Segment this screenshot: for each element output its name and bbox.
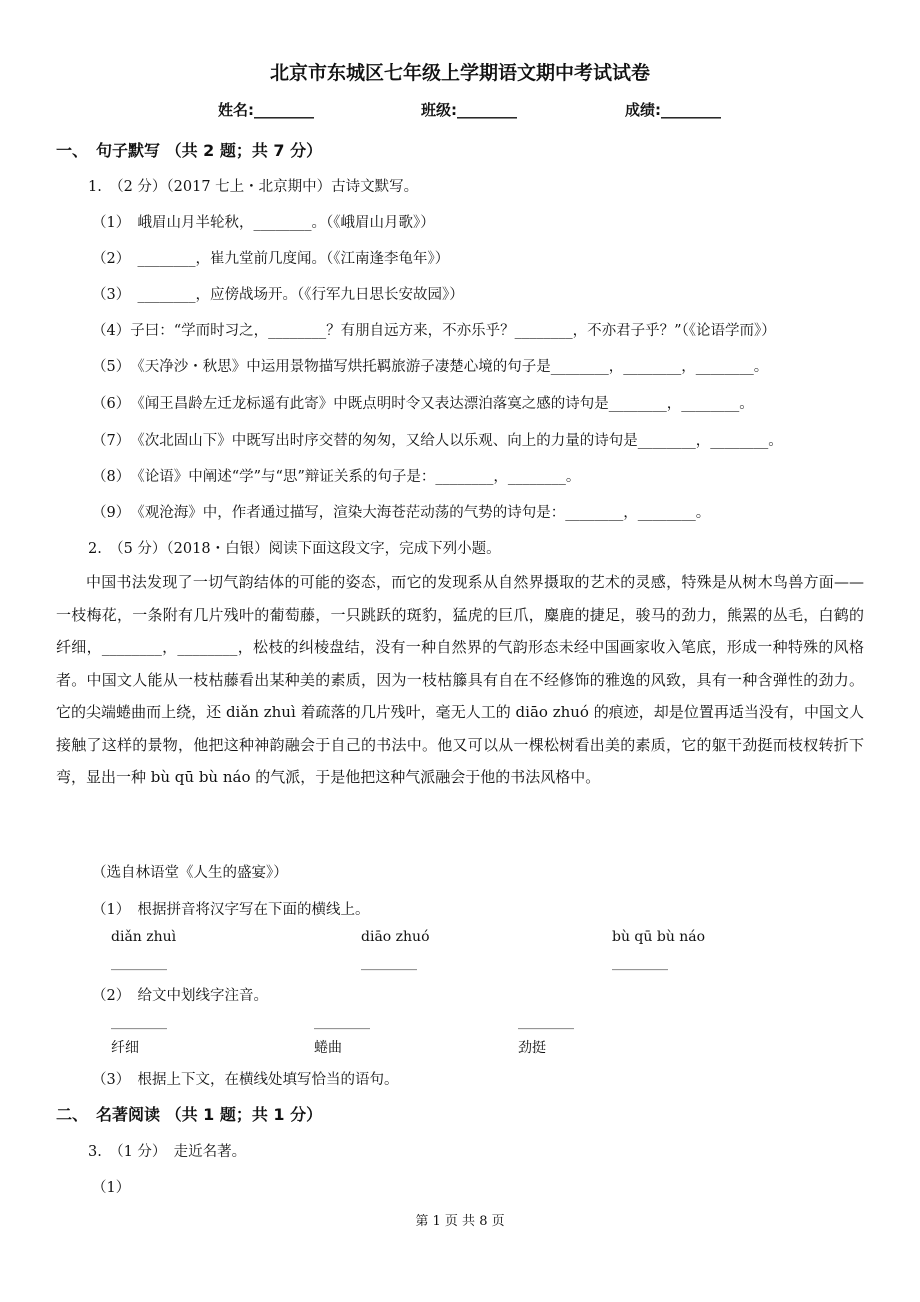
char-1: 纤细 — [111, 1040, 139, 1056]
pinyin-2: diāo zhuó — [361, 929, 430, 945]
q1-item-8: （8） 《论语》中阐述“学”与“思”辩证关系的句子是：________，________。 — [92, 469, 581, 485]
q3-sub-1: （1） — [92, 1180, 131, 1196]
name-field: 姓名:________ — [218, 101, 314, 119]
answer-line-3: ________ — [612, 955, 668, 971]
char-3: 劲挺 — [518, 1040, 546, 1056]
q1-item-7: （7） 《次北固山下》中既写出时序交替的匆匆，又给人以乐观、向上的力量的诗句是________，________。 — [92, 433, 783, 449]
q2-header: 2. （5 分）（2018・白银）阅读下面这段文字，完成下列小题。 — [88, 541, 501, 557]
answer-line-1: ________ — [111, 955, 167, 971]
sub-question-2: （2） 给文中划线字注音。 — [92, 988, 268, 1004]
page-title: 北京市东城区七年级上学期语文期中考试试卷 — [269, 62, 650, 84]
section1-heading: 一、 句子默写 （共 2 题；共 7 分） — [56, 141, 323, 160]
q1-item-1: （1） 峨眉山月半轮秋，________。（《峨眉山月歌》） — [92, 215, 435, 231]
answer-line-6: ________ — [518, 1014, 574, 1030]
pinyin-3: bù qū bù náo — [612, 929, 706, 945]
sub-question-1: （1） 根据拼音将汉字写在下面的横线上。 — [92, 902, 370, 918]
pinyin-1: diǎn zhuì — [111, 929, 177, 945]
q3-header: 3. （1 分） 走近名著。 — [88, 1144, 247, 1160]
reading-passage: 中国书法发现了一切气韵结体的可能的姿态，而它的发现系从自然界摄取的艺术的灵感，特殊是从树木鸟兽方面——一枝梅花，一条附有几片残叶的葡萄藤，一只跳跃的斑豹，猛虎的巨爪，麋鹿的捷足，骏马的劲力，熊罴的丛毛，白鹤的纤细，________，________，松枝的纠棱盘结，没有一种自然界的气韵形态未经中国画家收入笔底，形成一种特殊的风格者。中国文人能从一枝枯藤看出某种美的素质，因为一枝枯籐具有自在不经修饰的雅逸的风致，具有一种含弹性的劲力。它的尖端蜷曲而上绕，还 diǎn zhuì 着疏落的几片残叶，毫无人工的 diāo zhuó 的痕迹，却是位置再适当没有，中国文人接触了这样的景物，他把这种神韵融会于自己的书法中。他又可以从一棵松树看出美的素质，它的躯干劲挺而枝杈转折下弯，显出一种 bù qū bù náo 的气派，于是他把这种气派融会于他的书法风格中。 — [56, 573, 864, 786]
sub-question-3: （3） 根据上下文，在横线处填写恰当的语句。 — [92, 1072, 399, 1088]
q1-item-6: （6） 《闻王昌龄左迁龙标遥有此寄》中既点明时令又表达漂泊落寞之感的诗句是________，________。 — [92, 396, 754, 412]
q1-item-4: （4）子曰：“学而时习之，________？有朋自远方来，不亦乐乎？________，不亦君子乎？”（《论语学而》） — [92, 323, 776, 339]
section2-heading: 二、 名著阅读 （共 1 题；共 1 分） — [56, 1105, 323, 1124]
answer-line-4: ________ — [111, 1014, 167, 1030]
answer-line-5: ________ — [314, 1014, 370, 1030]
page-footer: 第 1 页 共 8 页 — [415, 1214, 505, 1229]
q1-item-9: （9） 《观沧海》中，作者通过描写，渲染大海苍茫动荡的气势的诗句是：________，________。 — [92, 505, 711, 521]
passage-source: （选自林语堂《人生的盛宴》） — [92, 865, 288, 881]
class-field: 班级:________ — [421, 101, 517, 119]
q1-item-3: （3） ________，应傍战场开。（《行军九日思长安故园》） — [92, 287, 464, 303]
q1-header: 1. （2 分）（2017 七上・北京期中）古诗文默写。 — [88, 179, 419, 195]
answer-line-2: ________ — [361, 955, 417, 971]
char-2: 蜷曲 — [314, 1040, 342, 1056]
score-field: 成绩:________ — [625, 101, 721, 119]
q1-item-2: （2） ________，崔九堂前几度闻。（《江南逢李龟年》） — [92, 251, 450, 267]
q1-item-5: （5） 《天净沙・秋思》中运用景物描写烘托羁旅游子凄楚心境的句子是________，________，________。 — [92, 359, 769, 375]
